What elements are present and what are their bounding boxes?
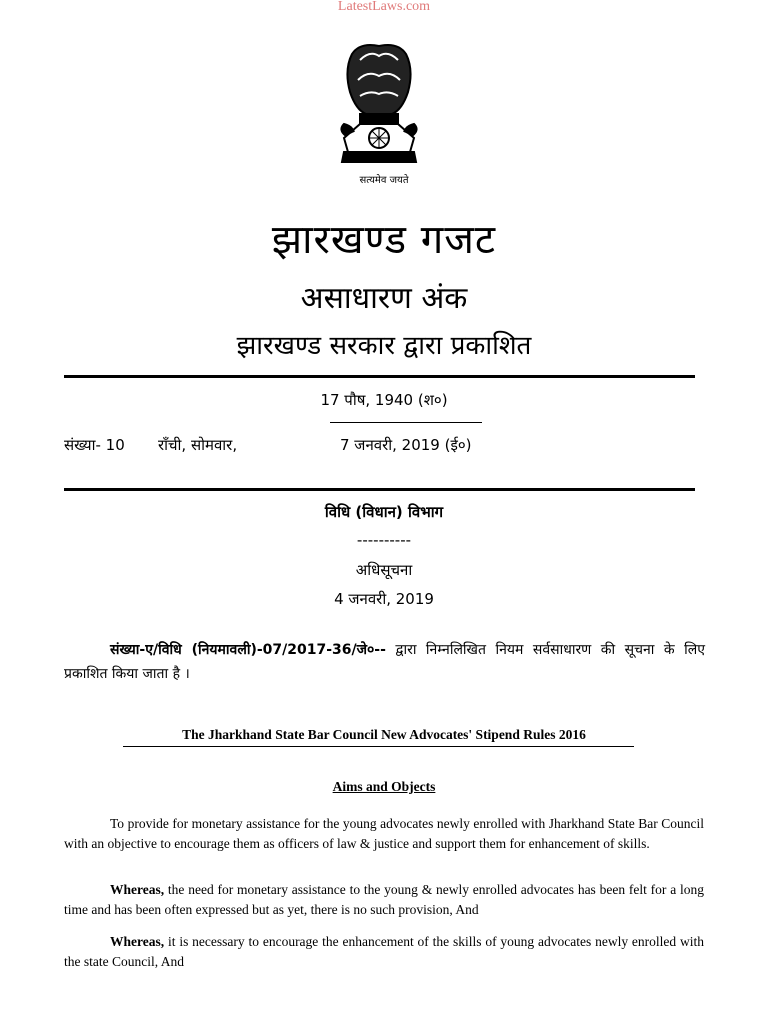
aims-heading: Aims and Objects [332, 779, 436, 794]
issue-divider [64, 488, 695, 491]
paragraph-2-text: the need for monetary assistance to the young & newly enrolled advocates has been felt for a long time and has been often expressed but as yet, there is no such provision, And [64, 882, 704, 917]
paragraph-3-text: it is necessary to encourage the enhancement of the skills of young advocates newly enrolled with the state Council, And [64, 934, 704, 969]
gazette-publisher: झारखण्ड सरकार द्वारा प्रकाशित [236, 331, 532, 361]
issue-date: 7 जनवरी, 2019 (ई०) [340, 436, 472, 454]
date-underline [330, 422, 482, 423]
notice-text: द्वारा निम्नलिखित नियम सर्वसाधारण की सूचना के लिए प्रकाशित किया जाता है । [64, 642, 705, 682]
gazette-subtitle: असाधारण अंक [300, 281, 468, 316]
department-title: विधि (विधान) विभाग [324, 503, 444, 521]
dash-separator: ---------- [356, 531, 412, 549]
issue-place-day: राँची, सोमवार, [158, 436, 238, 454]
paragraph-2-lead: Whereas, [110, 882, 165, 897]
paragraph-3-lead: Whereas, [110, 934, 165, 949]
paragraph-3 [64, 932, 704, 972]
paragraph-1: To provide for monetary assistance for the young advocates newly enrolled with Jharkhand State Bar Council with an objective to encourage them as officers of law & justice and support them for enhancement of skills. [64, 816, 704, 851]
gazette-title: झारखण्ड गजट [271, 217, 497, 263]
issue-number: संख्या- 10 [64, 436, 125, 454]
header-divider [64, 375, 695, 378]
notice-paragraph [64, 638, 705, 686]
national-motto: सत्यमेव जयते [359, 175, 409, 186]
rules-title-underline [123, 746, 634, 747]
saka-date: 17 पौष, 1940 (श०) [320, 391, 448, 409]
notice-reference: संख्या-ए/विधि (नियमावली)-07/2017-36/जे०-- [110, 642, 386, 658]
notification-title: अधिसूचना [355, 561, 413, 579]
notification-date: 4 जनवरी, 2019 [334, 590, 434, 608]
rules-title: The Jharkhand State Bar Council New Advocates' Stipend Rules 2016 [182, 727, 586, 742]
ashoka-emblem-icon [330, 40, 428, 172]
watermark: LatestLaws.com [337, 0, 431, 14]
paragraph-2 [64, 880, 704, 920]
